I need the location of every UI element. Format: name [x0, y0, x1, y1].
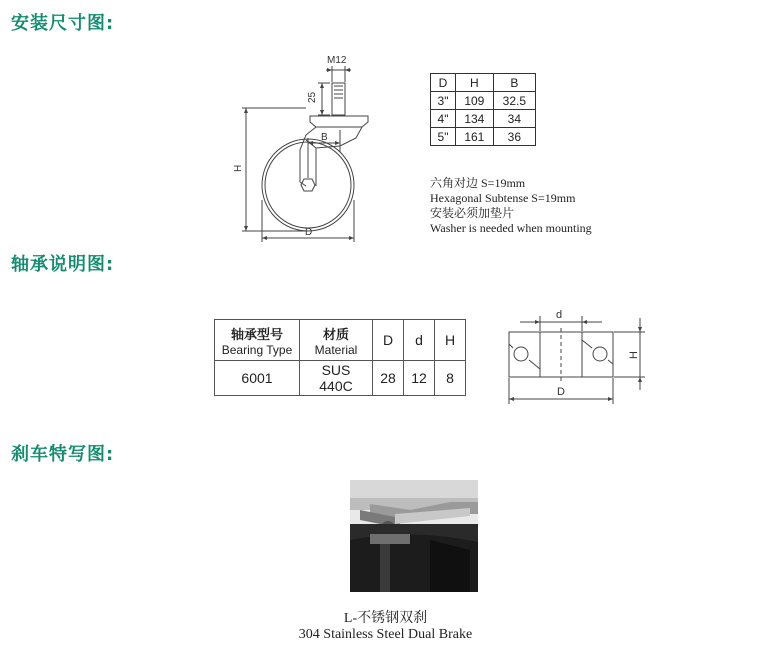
bearing-ball-left	[514, 347, 528, 361]
bearing-table	[214, 319, 466, 396]
table-cell: 6001	[215, 361, 300, 396]
table-cell: SUS 440C	[300, 361, 373, 396]
hex-axle	[301, 179, 315, 191]
table-cell: 12	[404, 361, 435, 396]
bearing-ball-right	[593, 347, 607, 361]
bearing-type-header	[215, 320, 300, 361]
note-washer-cn: 安装必须加垫片	[430, 206, 515, 220]
brake-caption-en: 304 Stainless Steel Dual Brake	[298, 627, 473, 642]
bearing-table-header	[215, 320, 466, 361]
size-table-header	[431, 74, 536, 92]
table-row	[431, 110, 536, 128]
table-cell: 5"	[431, 128, 456, 146]
bearing-type-en: Bearing Type	[221, 342, 293, 357]
note-hex-en: Hexagonal Subtense S=19mm	[430, 191, 576, 205]
mounting-notes	[430, 176, 592, 236]
material-en: Material	[314, 342, 358, 357]
table-row	[215, 361, 466, 396]
table-cell: 32.5	[493, 92, 535, 110]
size-header-b: B	[493, 74, 535, 92]
table-row	[431, 92, 536, 110]
size-header-d: D	[431, 74, 456, 92]
table-cell: 34	[493, 110, 535, 128]
label-b: B	[321, 132, 328, 143]
table-cell: 8	[435, 361, 466, 396]
material-cn: 材质	[322, 327, 349, 343]
section-title-size: 安装尺寸图:	[11, 13, 115, 34]
size-table	[430, 73, 536, 146]
table-cell: 109	[456, 92, 494, 110]
bearing-dimension-drawing	[509, 316, 645, 404]
label-bearing-d-big: D	[557, 386, 565, 398]
label-bearing-d-small: d	[556, 309, 563, 321]
stem-bolt	[332, 83, 345, 115]
table-row	[431, 128, 536, 146]
header-d-small: d	[404, 320, 435, 361]
size-header-h: H	[456, 74, 494, 92]
top-plate	[310, 116, 368, 127]
table-cell: 36	[493, 128, 535, 146]
table-cell: 161	[456, 128, 494, 146]
table-cell: 4"	[431, 110, 456, 128]
section-title-brake: 刹车特写图:	[11, 444, 115, 465]
table-cell: 134	[456, 110, 494, 128]
note-hex-cn: 六角对边 S=19mm	[430, 176, 526, 190]
table-cell: 3"	[431, 92, 456, 110]
table-cell: 28	[373, 361, 404, 396]
brake-caption-cn: L-不锈钢双刹	[343, 611, 428, 626]
bearing-type-cn: 轴承型号	[230, 327, 283, 343]
label-d: D	[305, 227, 313, 238]
label-25: 25	[307, 91, 318, 103]
section-title-bearing: 轴承说明图:	[11, 254, 115, 275]
label-m12: M12	[327, 55, 347, 66]
material-header	[300, 320, 373, 361]
label-bearing-h: H	[628, 351, 640, 359]
header-d: D	[373, 320, 404, 361]
brake-photo	[350, 480, 478, 592]
header-h: H	[435, 320, 466, 361]
note-washer-en: Washer is needed when mounting	[430, 221, 592, 235]
label-h: H	[233, 164, 244, 172]
